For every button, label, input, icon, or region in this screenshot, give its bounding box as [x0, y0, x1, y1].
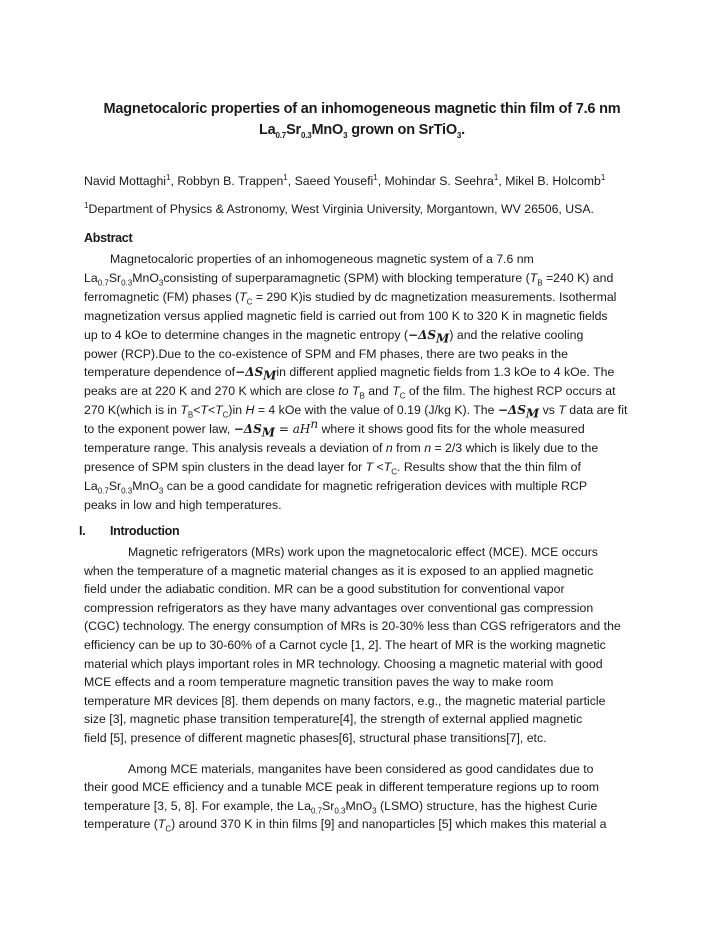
- section-title: Introduction: [110, 524, 180, 538]
- author: Mikel B. Holcomb$^1$: [505, 172, 606, 188]
- title-line-1: Magnetocaloric properties of an inhomogeneous magnetic thin film of 7.6 nm: [103, 101, 621, 117]
- introduction-body: [84, 543, 638, 834]
- author: Robbyn B. Trappen$^1$: [177, 172, 288, 188]
- affiliation: $^1$Department of Physics & Astronomy, West Virginia University, Morgantown, WV 26506, USA.: [84, 200, 594, 216]
- author: Saeed Yousefi$^1$: [294, 172, 378, 188]
- author: Mohindar S. Seehra$^1$: [384, 172, 499, 188]
- abstract-body: Magnetocaloric properties of an inhomogeneous magnetic system of a 7.6 nm $La_{0.7}Sr_{0.3}MnO_3consisting$ of superparamagnetic (SPM) with blocking temperature ($T_B =240$ K) and ferromagnetic (FM) phases ($T_C = 290$ K)is studied by dc magnetization measurements. Isothermal magnetization versus applied magnetic field is carried out from 100 K to 320 K in magnetic fields up to 4 kOe to determine changes in the magnetic entropy $(-\Delta S_M)$ and the relative cooling power (RCP).Due to the co-existence of SPM and FM phases, there are two peaks in the temperature dependence $of-\Delta S_Min$ different applied magnetic fields from 1.3 kOe to 4 kOe. The peaks are at 220 K and 270 K which are close to $T_B$ and $T_C$ of the film. The highest RCP occurs at 270 K(which is in $T_B<T<T_C)in$ H = 4 kOe with the value of 0.19 (J/kg K). The $-\Delta S_M$ vs T data are fit to the exponent power law, $-\Delta S_M = aH^n$ where it shows good fits for the whole measured temperature range. This analysis reveals a deviation of n from n = 2/3 which is likely due to the presence of SPM spin clusters in the dead layer for $T <T_C$. Results show that the thin film of $La_{0.7}Sr_{0.3}MnO_3$ can be a good candidate for magnetic refrigeration devices with multiple RCP peaks in low and high temperatures.: [84, 252, 628, 512]
- section-heading-introduction: [79, 524, 179, 538]
- author: Navid Mottaghi$^1$: [84, 172, 171, 188]
- author-list: Navid Mottaghi$^1$, Robbyn B. Trappen$^1$, Saeed Yousefi$^1$, Mohindar S. Seehra$^1$, Mikel B. Holcomb$^1$: [84, 172, 606, 188]
- paragraph: Among MCE materials, manganites have been considered as good candidates due to their good MCE efficiency and a tunable MCE peak in different temperature regions up to room temperature [3, 5, 8]. For example, the $La_{0.7}Sr_{0.3}MnO_3$ (LSMO) structure, has the highest Curie temperature $(T_C)$ around 370 K in thin films [9] and nanoparticles [5] which makes this material a: [84, 761, 607, 834]
- abstract-heading: Abstract: [84, 231, 133, 245]
- paragraph: Magnetic refrigerators (MRs) work upon the magnetocaloric effect (MCE). MCE occurs when the temperature of a magnetic material changes as it is exposed to an applied magnetic field under the adiabatic condition. MR can be a good substitution for conventional vapor compression refrigerators as they have many advantages over conventional gas compression (CGC) technology. The energy consumption of MRs is 20-30% less than CGS refrigerators and the efficiency can be up to 30-60% of a Carnot cycle [1, 2]. The heart of MR is the working magnetic material which plays important roles in MR technology. Choosing a magnetic material with good MCE effects and a room temperature magnetic transition paves the way to make room temperature MR devices [8]. them depends on many factors, e.g., the magnetic material particle size [3], magnetic phase transition temperature[4], the strength of external applied magnetic field [5], presence of different magnetic phases[6], structural phase transitions[7], etc.: [84, 545, 621, 745]
- paper-title: [84, 99, 640, 141]
- section-number: I.: [79, 524, 86, 538]
- title-line-2: $La_{0.7}Sr_{0.3}MnO_3$ grown on SrTiO$_3$.: [259, 122, 465, 140]
